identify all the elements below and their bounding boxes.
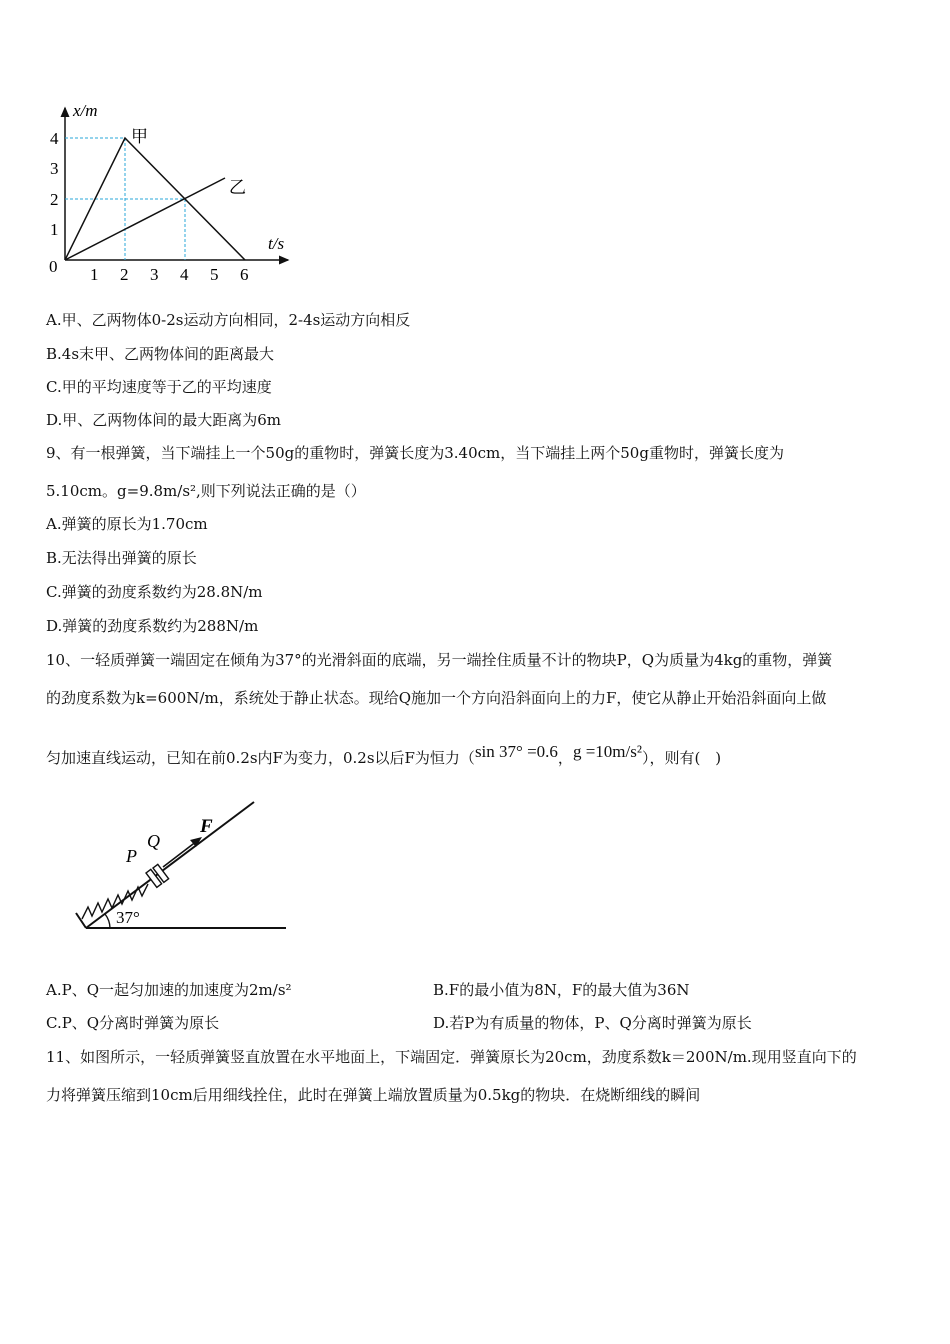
x-tick: 5 — [210, 265, 219, 284]
q8-option-d: D.甲、乙两物体间的最大距离为6m — [46, 411, 282, 429]
q10-stem-line3-end: ），则有( ) — [641, 749, 722, 767]
label-f: F — [200, 816, 213, 837]
q10-stem-line1: 10、一轻质弹簧一端固定在倾角为37°的光滑斜面的底端，另一端拴住质量不计的物块P，Q为质量为4kg的重物，弹簧 — [46, 651, 833, 669]
q11-stem-line2: 力将弹簧压缩到10cm后用细线拴住，此时在弹簧上端放置质量为0.5kg的物块．在烧断细线的瞬间 — [46, 1086, 701, 1104]
q10-stem-line3-text: 匀加速直线运动，已知在前0.2s内F为变力，0.2s以后F为恒力（ — [46, 749, 475, 767]
y-tick: 3 — [50, 159, 59, 178]
q8-option-a: A.甲、乙两物体0-2s运动方向相同，2-4s运动方向相反 — [46, 311, 411, 329]
q10-stem-line3 — [46, 742, 722, 768]
incline-surface — [86, 802, 254, 928]
q8-option-b: B.4s末甲、乙两物体间的距离最大 — [46, 345, 275, 363]
y-tick: 2 — [50, 190, 59, 209]
q10-option-a: A.P、Q一起匀加速的加速度为2m/s² — [46, 981, 292, 999]
label-q: Q — [147, 831, 160, 851]
q8-option-c: C.甲的平均速度等于乙的平均速度 — [46, 378, 272, 396]
q10-option-d: D.若P为有质量的物体，P、Q分离时弹簧为原长 — [433, 1014, 752, 1032]
q9-option-a: A.弹簧的原长为1.70cm — [46, 515, 208, 533]
q9-option-c: C.弹簧的劲度系数约为28.8N/m — [46, 583, 263, 601]
x-tick: 1 — [90, 265, 99, 284]
force-arrow — [163, 841, 197, 867]
y-tick: 1 — [50, 220, 59, 239]
label-p: P — [126, 846, 137, 866]
angle-label: 37° — [116, 908, 140, 927]
x-tick: 2 — [120, 265, 129, 284]
line-yi — [65, 178, 225, 260]
q10-option-b: B.F的最小值为8N，F的最大值为36N — [433, 981, 690, 999]
q10-separator: ， — [557, 749, 573, 767]
q9-stem-line1: 9、有一根弹簧，当下端挂上一个50g的重物时，弹簧长度为3.40cm，当下端挂上两个50g重物时，弹簧长度为 — [46, 444, 784, 462]
y-axis-label: x/m — [73, 101, 98, 120]
xt-graph — [40, 100, 310, 290]
x-axis-label: t/s — [268, 234, 285, 253]
incline-figure — [66, 795, 296, 940]
x-tick: 3 — [150, 265, 159, 284]
x-tick: 4 — [180, 265, 189, 284]
y-tick: 4 — [50, 129, 59, 148]
q10-formula-g: g =10m/s² — [572, 742, 642, 761]
q9-option-d: D.弹簧的劲度系数约为288N/m — [46, 617, 259, 635]
q10-stem-line2: 的劲度系数为k=600N/m，系统处于静止状态。现给Q施加一个方向沿斜面向上的力F，使它从静止开始沿斜面向上做 — [46, 689, 827, 707]
q9-option-b: B.无法得出弹簧的原长 — [46, 549, 197, 567]
x-tick: 6 — [240, 265, 249, 284]
q11-stem-line1: 11、如图所示，一轻质弹簧竖直放置在水平地面上，下端固定．弹簧原长为20cm，劲度系数k＝200N/m.现用竖直向下的 — [46, 1048, 857, 1066]
q9-stem-line2: 5.10cm。g=9.8m/s²,则下列说法正确的是（） — [46, 482, 366, 500]
origin-label: 0 — [49, 257, 58, 276]
label-jia: 甲 — [131, 127, 148, 146]
label-yi: 乙 — [229, 178, 246, 197]
angle-arc — [105, 914, 110, 928]
q10-formula-sin: sin 37° =0.6 — [474, 742, 558, 761]
q10-option-c: C.P、Q分离时弹簧为原长 — [46, 1014, 220, 1032]
